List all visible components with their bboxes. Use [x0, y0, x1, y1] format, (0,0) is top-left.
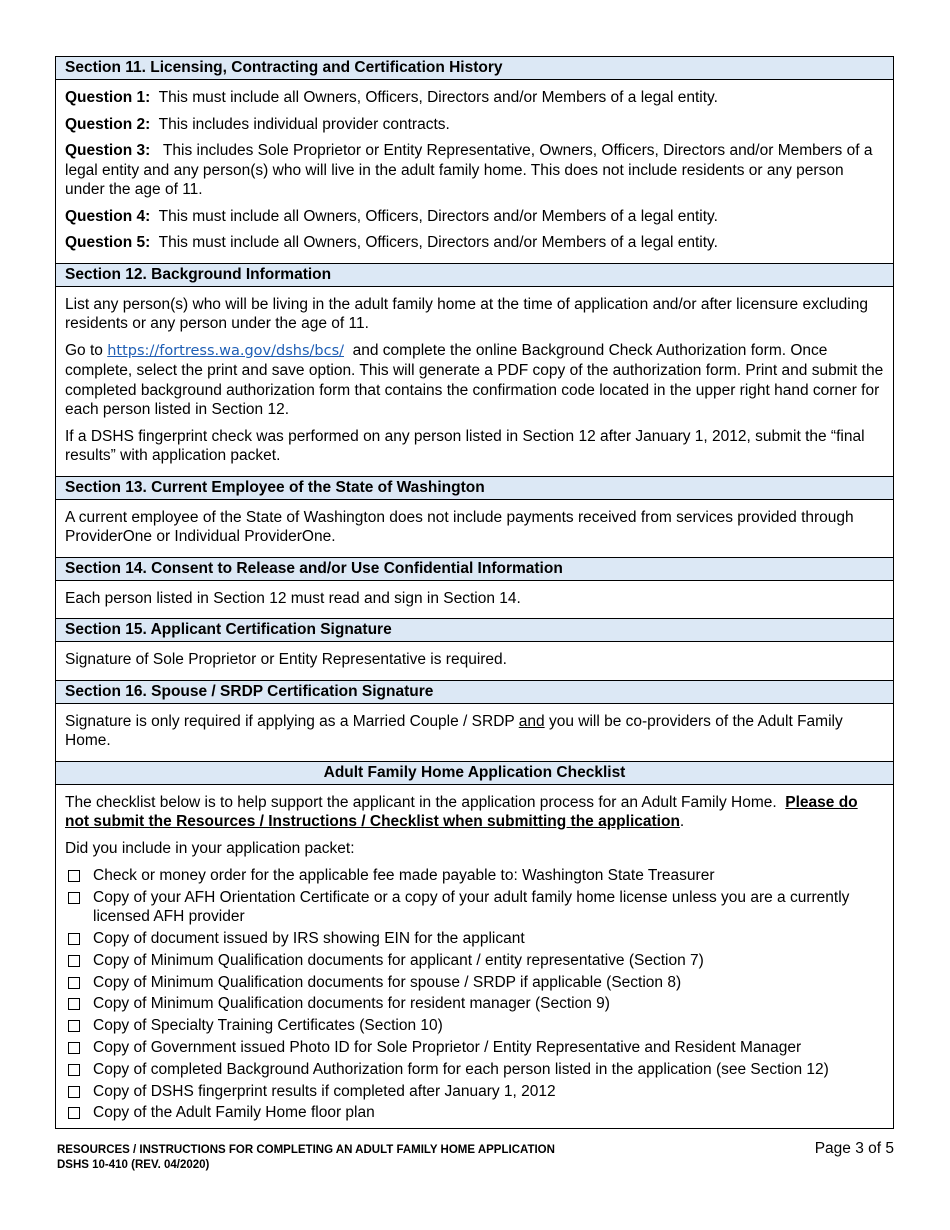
- checklist-item-label: Copy of document issued by IRS showing EIN for the applicant: [93, 930, 525, 948]
- section-13-header: Section 13. Current Employee of the State of Washington: [56, 476, 893, 500]
- section-16-text-before: Signature is only required if applying as a Married Couple / SRDP: [65, 712, 515, 730]
- checklist-item-label: Copy of DSHS fingerprint results if completed after January 1, 2012: [93, 1082, 556, 1100]
- question-4-label: Question 4:: [65, 207, 151, 225]
- section-14-paragraph: Each person listed in Section 12 must read and sign in Section 14.: [65, 589, 521, 607]
- section-12-paragraph-1: List any person(s) who will be living in the adult family home at the time of application and/or after licensure excluding residents or any person under the age of 11.: [65, 295, 868, 332]
- question-4-text: This must include all Owners, Officers, Directors and/or Members of a legal entity.: [158, 207, 718, 225]
- go-to-text: Go to: [65, 341, 103, 359]
- checklist-item[interactable]: [65, 866, 884, 886]
- question-2-text: This includes individual provider contracts.: [158, 115, 450, 133]
- checkbox-icon[interactable]: [68, 1020, 80, 1032]
- section-13-paragraph: A current employee of the State of Washington does not include payments received from services provided through ProviderOne or Individual ProviderOne.: [65, 508, 854, 545]
- section-16-paragraph: [65, 712, 884, 751]
- checklist-item-label: Copy of Specialty Training Certificates (Section 10): [93, 1017, 443, 1035]
- section-12-paragraph-2: [65, 341, 884, 420]
- checklist-items: [65, 866, 884, 1123]
- section-14-body: [56, 581, 893, 619]
- checklist-item[interactable]: [65, 888, 884, 927]
- checkbox-icon[interactable]: [68, 998, 80, 1010]
- section-12-body: [56, 287, 893, 476]
- section-12-paragraph-3: If a DSHS fingerprint check was performed on any person listed in Section 12 after January 1, 2012, submit the “final results” with application packet.: [65, 427, 865, 464]
- checkbox-icon[interactable]: [68, 892, 80, 904]
- question-1-label: Question 1:: [65, 89, 151, 106]
- section-15-body: [56, 642, 893, 680]
- checklist-item[interactable]: [65, 994, 884, 1014]
- checklist-item[interactable]: [65, 929, 884, 949]
- checklist-body: [56, 785, 893, 1129]
- question-2-label: Question 2:: [65, 115, 151, 133]
- checklist-intro-period: .: [679, 813, 685, 830]
- question-4: [65, 207, 884, 227]
- checklist-item-label: Check or money order for the applicable fee made payable to: Washington State Treasurer: [93, 867, 715, 884]
- checklist-item[interactable]: [65, 1082, 884, 1102]
- section-13-body: [56, 500, 893, 557]
- question-3: [65, 141, 884, 200]
- question-1: [65, 88, 884, 108]
- checklist-item[interactable]: [65, 951, 884, 971]
- checkbox-icon[interactable]: [68, 1107, 80, 1119]
- checklist-item[interactable]: [65, 1038, 884, 1058]
- checkbox-icon[interactable]: [68, 1086, 80, 1098]
- question-1-text: This must include all Owners, Officers, Directors and/or Members of a legal entity.: [158, 89, 718, 106]
- checklist-item-label: Copy of completed Background Authorization form for each person listed in the application (see Section 12): [93, 1060, 829, 1078]
- checkbox-icon[interactable]: [68, 933, 80, 945]
- question-3-label: Question 3:: [65, 142, 151, 159]
- checklist-intro-text: The checklist below is to help support the applicant in the application process for an Adult Family Home.: [65, 793, 777, 811]
- question-3-text: This includes Sole Proprietor or Entity Representative, Owners, Officers, Directors and/or Members of a legal entity and any person(s) who will live in the adult family home. This does not include residents or any person under the age of 11.: [65, 142, 873, 198]
- checklist-item-label: Copy of Minimum Qualification documents for spouse / SRDP if applicable (Section 8): [93, 973, 682, 991]
- background-check-instructions: and complete the online Background Check Authorization form. Once complete, select the print and save option. This will generate a PDF copy of the authorization form. Print and submit the completed background authorization form that contains the confirmation code located in the upper right hand corner for each person listed in Section 12.: [65, 341, 884, 418]
- section-11-body: [56, 80, 893, 263]
- section-16-header: Section 16. Spouse / SRDP Certification Signature: [56, 680, 893, 704]
- section-11-header: Section 11. Licensing, Contracting and Certification History: [56, 57, 893, 80]
- checklist-item[interactable]: [65, 1016, 884, 1036]
- question-2: [65, 115, 884, 135]
- checklist-item-label: Copy of Government issued Photo ID for Sole Proprietor / Entity Representative and Resident Manager: [93, 1039, 802, 1057]
- checkbox-icon[interactable]: [68, 1064, 80, 1076]
- footer-form-number: DSHS 10-410 (REV. 04/2020): [57, 1159, 210, 1171]
- section-15-paragraph: Signature of Sole Proprietor or Entity Representative is required.: [65, 651, 507, 668]
- checklist-intro-warning: Please do not submit the Resources / Instructions / Checklist when submitting the application: [65, 793, 858, 830]
- checkbox-icon[interactable]: [68, 870, 80, 882]
- section-16-text-after: you will be co-providers of the Adult Family Home.: [65, 712, 843, 749]
- checkbox-icon[interactable]: [68, 955, 80, 967]
- footer-title-line: RESOURCES / INSTRUCTIONS FOR COMPLETING AN ADULT FAMILY HOME APPLICATION: [57, 1144, 555, 1156]
- section-15-header: Section 15. Applicant Certification Signature: [56, 618, 893, 642]
- question-5: [65, 233, 884, 253]
- page-number: Page 3 of 5: [814, 1140, 894, 1157]
- checklist-item[interactable]: [65, 973, 884, 993]
- checklist-item[interactable]: [65, 1103, 884, 1123]
- question-5-label: Question 5:: [65, 234, 151, 251]
- question-5-text: This must include all Owners, Officers, Directors and/or Members of a legal entity.: [158, 234, 718, 251]
- checklist-intro: [65, 793, 884, 832]
- checklist-item-label: Copy of Minimum Qualification documents for resident manager (Section 9): [93, 995, 610, 1013]
- checklist-item[interactable]: [65, 1060, 884, 1080]
- fortress-bcs-link[interactable]: https://fortress.wa.gov/dshs/bcs/: [107, 342, 345, 359]
- section-12-header: Section 12. Background Information: [56, 263, 893, 287]
- section-16-underlined-and: and: [518, 712, 545, 730]
- checklist-header: Adult Family Home Application Checklist: [56, 761, 893, 785]
- checkbox-icon[interactable]: [68, 977, 80, 989]
- section-16-body: [56, 704, 893, 761]
- checklist-question: Did you include in your application packet:: [65, 839, 355, 857]
- section-14-header: Section 14. Consent to Release and/or Use Confidential Information: [56, 557, 893, 581]
- checklist-item-label: Copy of Minimum Qualification documents for applicant / entity representative (Section 7): [93, 951, 704, 969]
- checklist-item-label: Copy of the Adult Family Home floor plan: [93, 1104, 375, 1122]
- instructions-table: [55, 56, 894, 1129]
- checkbox-icon[interactable]: [68, 1042, 80, 1054]
- footer-form-title: [57, 1143, 555, 1173]
- checklist-item-label: Copy of your AFH Orientation Certificate or a copy of your adult family home license unless you are a currently licensed AFH provider: [93, 888, 850, 926]
